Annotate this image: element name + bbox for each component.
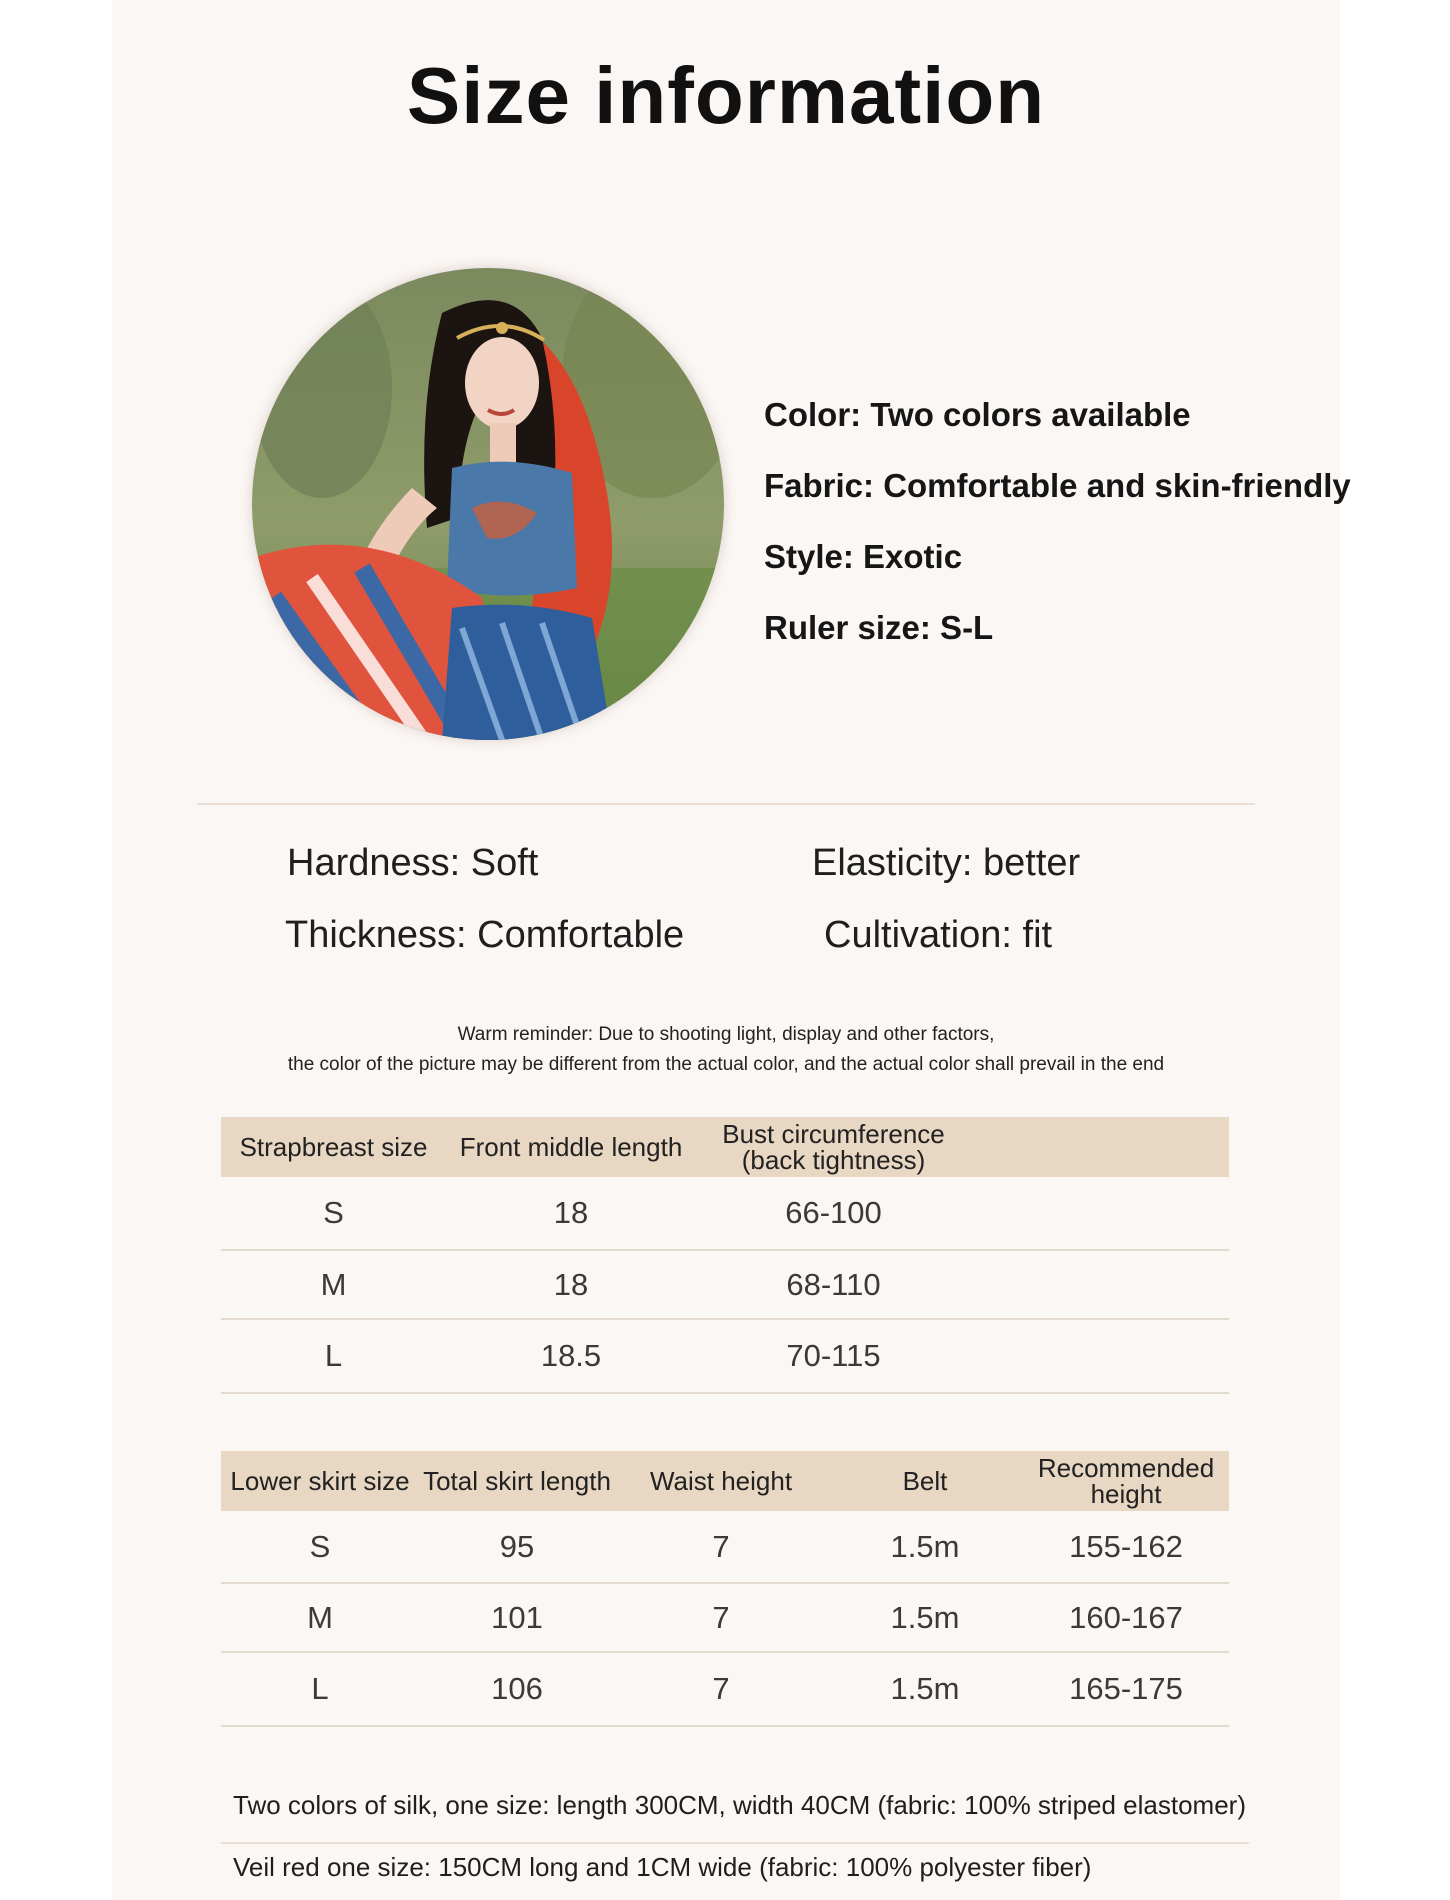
cell-size: S bbox=[221, 1177, 446, 1250]
table-row bbox=[221, 1177, 1229, 1250]
cell-size: S bbox=[221, 1511, 419, 1583]
cell-recommended-height: 165-175 bbox=[1023, 1652, 1229, 1726]
attr-hardness: Hardness: Soft bbox=[287, 842, 539, 884]
product-info-list bbox=[764, 390, 1351, 674]
note-divider bbox=[221, 1842, 1249, 1844]
cell-recommended-height: 160-167 bbox=[1023, 1583, 1229, 1652]
model-photo bbox=[252, 268, 724, 740]
table-header-row bbox=[221, 1451, 1229, 1511]
lower-skirt-size-table bbox=[221, 1451, 1229, 1727]
attr-elasticity: Elasticity: better bbox=[812, 842, 1081, 884]
table-row bbox=[221, 1250, 1229, 1319]
info-color: Color: Two colors available bbox=[764, 396, 1191, 433]
header-front-middle-length: Front middle length bbox=[446, 1117, 696, 1177]
header-strapbreast-size: Strapbreast size bbox=[221, 1117, 446, 1177]
table-row bbox=[221, 1319, 1229, 1393]
reminder-line-2: the color of the picture may be different from the actual color, and the actual color shall prevail in the end bbox=[287, 1054, 1165, 1075]
header-lower-skirt-size: Lower skirt size bbox=[221, 1451, 419, 1511]
cell-belt: 1.5m bbox=[827, 1511, 1023, 1583]
silk-note: Two colors of silk, one size: length 300CM, width 40CM (fabric: 100% striped elastomer) bbox=[233, 1790, 1246, 1820]
cell-skirt-length: 101 bbox=[419, 1583, 615, 1652]
cell-waist-height: 7 bbox=[615, 1652, 827, 1726]
reminder-line-1: Warm reminder: Due to shooting light, display and other factors, bbox=[457, 1024, 995, 1045]
header-bust-circumference: Bust circumference (back tightness) bbox=[696, 1117, 971, 1177]
cell-belt: 1.5m bbox=[827, 1583, 1023, 1652]
cell-size: L bbox=[221, 1652, 419, 1726]
cell-size: L bbox=[221, 1319, 446, 1393]
cell-front-length: 18 bbox=[446, 1250, 696, 1319]
cell-bust: 66-100 bbox=[696, 1177, 971, 1250]
page-title: Size information bbox=[406, 51, 1046, 140]
cell-front-length: 18 bbox=[446, 1177, 696, 1250]
cell-size: M bbox=[221, 1250, 446, 1319]
cell-skirt-length: 106 bbox=[419, 1652, 615, 1726]
table-row bbox=[221, 1511, 1229, 1583]
table-row bbox=[221, 1583, 1229, 1652]
info-ruler-size: Ruler size: S-L bbox=[764, 609, 994, 646]
cell-size: M bbox=[221, 1583, 419, 1652]
header-belt: Belt bbox=[827, 1451, 1023, 1511]
info-fabric: Fabric: Comfortable and skin-friendly bbox=[764, 467, 1351, 504]
model-photo-illustration bbox=[252, 268, 724, 740]
section-divider bbox=[197, 803, 1255, 805]
cell-front-length: 18.5 bbox=[446, 1319, 696, 1393]
cell-recommended-height: 155-162 bbox=[1023, 1511, 1229, 1583]
header-waist-height: Waist height bbox=[615, 1451, 827, 1511]
size-info-page bbox=[112, 0, 1351, 1900]
attr-cultivation: Cultivation: fit bbox=[824, 914, 1053, 956]
table-header-row bbox=[221, 1117, 1229, 1177]
table-row bbox=[221, 1652, 1229, 1726]
cell-belt: 1.5m bbox=[827, 1652, 1023, 1726]
header-total-skirt-length: Total skirt length bbox=[419, 1451, 615, 1511]
header-empty bbox=[971, 1117, 1229, 1177]
veil-note: Veil red one size: 150CM long and 1CM wide (fabric: 100% polyester fiber) bbox=[233, 1852, 1092, 1882]
header-recommended-height: Recommended height bbox=[1023, 1451, 1229, 1511]
cell-waist-height: 7 bbox=[615, 1511, 827, 1583]
cell-skirt-length: 95 bbox=[419, 1511, 615, 1583]
strapbreast-size-table bbox=[221, 1117, 1229, 1394]
warm-reminder bbox=[112, 1020, 1340, 1080]
cell-bust: 70-115 bbox=[696, 1319, 971, 1393]
attr-thickness: Thickness: Comfortable bbox=[285, 914, 685, 956]
cell-bust: 68-110 bbox=[696, 1250, 971, 1319]
cell-waist-height: 7 bbox=[615, 1583, 827, 1652]
info-style: Style: Exotic bbox=[764, 538, 963, 575]
